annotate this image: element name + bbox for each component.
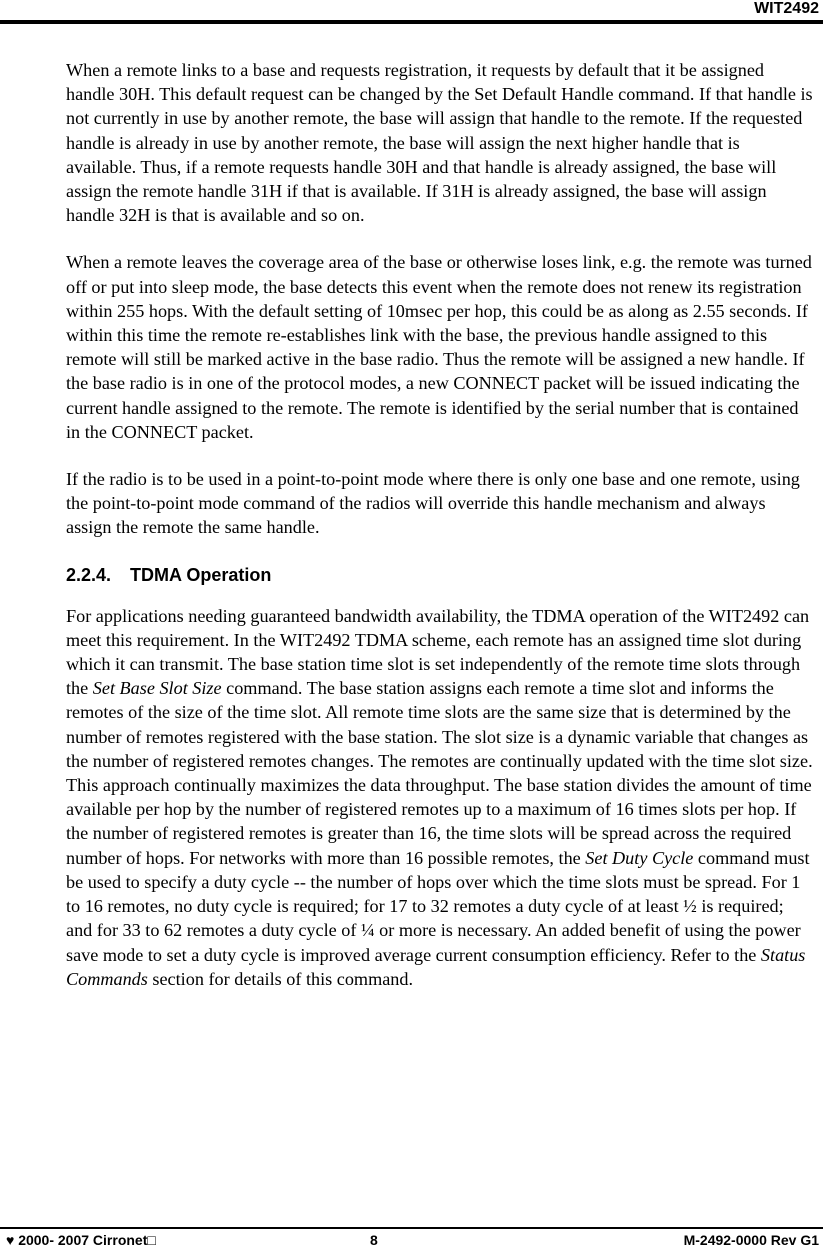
page-body bbox=[66, 58, 814, 1014]
section-ref-status-commands: Status Commands bbox=[66, 944, 806, 989]
section-heading bbox=[66, 563, 814, 587]
page-footer bbox=[0, 1233, 823, 1248]
paragraph-default-handle: When a remote links to a base and requests registration, it requests by default that it be assigned handle 30H. This default request can be changed by the Set Default Handle command. If that handle is not currently in use by another remote, the base will assign that handle to the remote. If the requested handle is already in use by another remote, the base will assign the next higher handle that is available. Thus, if a remote requests handle 30H and that handle is already assigned, the base will assign the remote handle 31H if that is available. If 31H is already assigned, the base will assign handle 32H is that is available and so on. bbox=[66, 60, 813, 226]
command-ref-set-base-slot-size: Set Base Slot Size bbox=[92, 678, 222, 699]
document-header-title: WIT2492 bbox=[754, 0, 819, 17]
section-number: 2.2.4. bbox=[66, 564, 112, 585]
footer-page-number: 8 bbox=[370, 1232, 378, 1248]
tdma-text-3: command must be used to specify a duty cycle -- the number of hops over which the time slots must be spread. For 1 to 16 remotes, no duty cycle is required; for 17 to 32 remotes a duty cycle of at least ½ is required; and for 33 to 62 remotes a duty cycle of ¼ or more is necessary. An added benefit of using the power save mode to set a duty cycle is improved average current consumption efficiency. Refer to the bbox=[66, 847, 810, 965]
paragraph-tdma-operation bbox=[66, 604, 814, 991]
tdma-text-4: section for details of this command. bbox=[147, 968, 414, 989]
paragraph-link-loss: When a remote leaves the coverage area of the base or otherwise loses link, e.g. the remote was turned off or put into sleep mode, the base detects this event when the remote does not renew its registration within 255 hops. With the default setting of 10msec per hop, this could be as along as 2.55 seconds. If within this time the remote re-establishes link with the base, the previous handle assigned to this remote will still be marked active in the base radio. Thus the remote will be assigned a new handle. If the base radio is in one of the protocol modes, a new CONNECT packet will be issued indicating the current handle assigned to the remote. The remote is identified by the serial number that is contained in the CONNECT packet. bbox=[66, 252, 812, 442]
header-divider bbox=[0, 20, 823, 24]
paragraph-point-to-point: If the radio is to be used in a point-to-point mode where there is only one base and one remote, using the point-to-point mode command of the radios will override this handle mechanism and always assign the remote the same handle. bbox=[66, 469, 800, 538]
section-title: TDMA Operation bbox=[130, 564, 272, 585]
tdma-text-2: command. The base station assigns each remote a time slot and informs the remotes of the size of the time slot. All remote time slots are the same size that is determined by the number of remotes registered with the base station. The slot size is a dynamic variable that changes as the number of registered remotes changes. The remotes are continually updated with the time slot size. This approach continually maximizes the data throughput. The base station divides the amount of time available per hop by the number of registered remotes up to a maximum of 16 times slots per hop. If the number of registered remotes is greater than 16, the time slots will be spread across the required number of hops. For networks with more than 16 possible remotes, the bbox=[66, 678, 813, 868]
footer-divider bbox=[0, 1227, 823, 1229]
tdma-text-1: For applications needing guaranteed bandwidth availability, the TDMA operation of the WIT2492 can meet this requirement. In the WIT2492 TDMA scheme, each remote has an assigned time slot during which it can transmit. The base station time slot is set independently of the remote time slots through the bbox=[66, 605, 810, 699]
command-ref-set-duty-cycle: Set Duty Cycle bbox=[585, 847, 694, 868]
footer-copyright: ♥ 2000- 2007 Cirronet□ bbox=[6, 1232, 156, 1248]
footer-document-id: M-2492-0000 Rev G1 bbox=[683, 1232, 819, 1248]
